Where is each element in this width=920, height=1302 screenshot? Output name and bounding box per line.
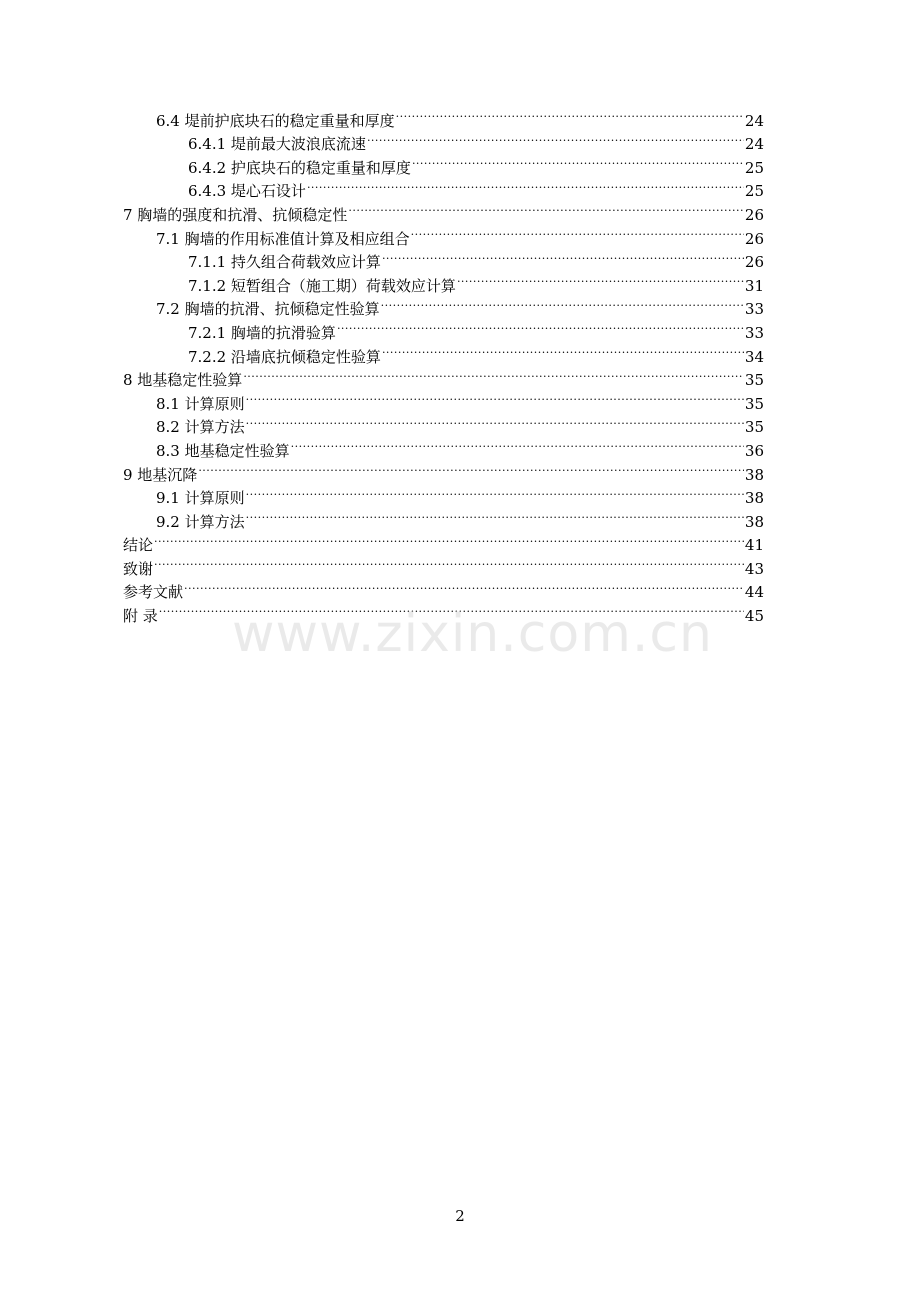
toc-entry-title: 6.4.2 护底块石的稳定重量和厚度 [188,158,411,177]
toc-entry-page: 26 [744,229,764,248]
watermark: www.zixin.com.cn [232,604,713,664]
toc-entry-page: 26 [744,253,764,272]
toc-entry-title: 7.2.1 胸墙的抗滑验算 [188,323,336,342]
toc-entry-title: 7.1 胸墙的作用标准值计算及相应组合 [156,229,410,248]
toc-entry-page: 24 [744,111,764,130]
toc-entry-title: 7.1.2 短暂组合（施工期）荷载效应计算 [188,276,456,295]
toc-entry-page: 26 [744,205,764,224]
toc-entry-title: 参考文献 [123,583,184,602]
toc-leader-dots [367,126,744,150]
toc-entry-title: 7 胸墙的强度和抗滑、抗倾稳定性 [123,205,348,224]
toc-entry-page: 33 [744,300,764,319]
toc-entry[interactable] [123,597,764,626]
toc-entry-title: 9.1 计算原则 [156,489,245,508]
toc-leader-dots [396,102,744,126]
toc-entry-title: 6.4.3 堤心石设计 [188,182,306,201]
toc-entry[interactable] [123,527,764,555]
toc-entry-page: 38 [744,489,764,508]
toc-entry-page: 34 [744,347,764,366]
toc-entry-page: 35 [744,394,764,413]
toc-entry-page: 25 [744,182,764,201]
toc-entry-title: 附 录 [123,607,158,626]
toc-entry-title: 8 地基稳定性验算 [123,371,243,390]
toc-leader-dots [243,362,744,386]
toc-entry-page: 38 [744,465,764,484]
toc-entry-page: 41 [744,536,764,555]
toc-leader-dots [381,291,744,315]
toc-entry-title: 9 地基沉降 [123,465,198,484]
toc-entry[interactable] [123,480,764,508]
toc-leader-dots [412,149,744,173]
toc-leader-dots [337,314,744,338]
toc-entry-page: 36 [744,441,764,460]
toc-leader-dots [154,550,744,574]
toc-entry-title: 8.1 计算原则 [156,394,245,413]
toc-entry-page: 43 [744,559,764,578]
toc-leader-dots [457,267,744,291]
toc-entry-title: 7.2.2 沿墙底抗倾稳定性验算 [188,347,381,366]
toc-entry-title: 9.2 计算方法 [156,512,245,531]
toc-leader-dots [184,574,744,598]
toc-leader-dots [159,597,744,621]
toc-entry[interactable] [123,456,764,484]
toc-entry-page: 45 [744,607,764,626]
toc-leader-dots [246,503,744,527]
toc-entry-page: 31 [744,276,764,295]
toc-entry-page: 35 [744,371,764,390]
toc-entry-page: 33 [744,323,764,342]
toc-leader-dots [291,432,744,456]
toc-entry[interactable] [123,102,764,130]
toc-leader-dots [246,385,744,409]
toc-entry-title: 结论 [123,536,154,555]
toc-leader-dots [307,173,744,197]
toc-leader-dots [411,220,744,244]
toc-entry-title: 致谢 [123,559,154,578]
toc-entry-page: 38 [744,512,764,531]
toc-entry-page: 25 [744,158,764,177]
toc-entry[interactable] [123,550,764,578]
toc-leader-dots [246,409,744,433]
toc-leader-dots [198,456,744,480]
toc-entry-title: 8.2 计算方法 [156,418,245,437]
toc-entry-page: 44 [744,583,764,602]
toc-entry[interactable] [123,574,764,602]
toc-leader-dots [246,480,744,504]
page-number: 2 [455,1207,465,1225]
toc-leader-dots [382,338,744,362]
toc-leader-dots [154,527,744,551]
toc-entry-title: 6.4 堤前护底块石的稳定重量和厚度 [156,111,395,130]
toc-entry-title: 8.3 地基稳定性验算 [156,441,290,460]
toc-entry-page: 35 [744,418,764,437]
toc-leader-dots [382,244,744,268]
toc-leader-dots [348,196,744,220]
table-of-contents [123,102,764,626]
toc-entry-title: 7.2 胸墙的抗滑、抗倾稳定性验算 [156,300,380,319]
toc-entry-page: 24 [744,135,764,154]
toc-entry-title: 7.1.1 持久组合荷载效应计算 [188,253,381,272]
toc-entry-title: 6.4.1 堤前最大波浪底流速 [188,135,366,154]
